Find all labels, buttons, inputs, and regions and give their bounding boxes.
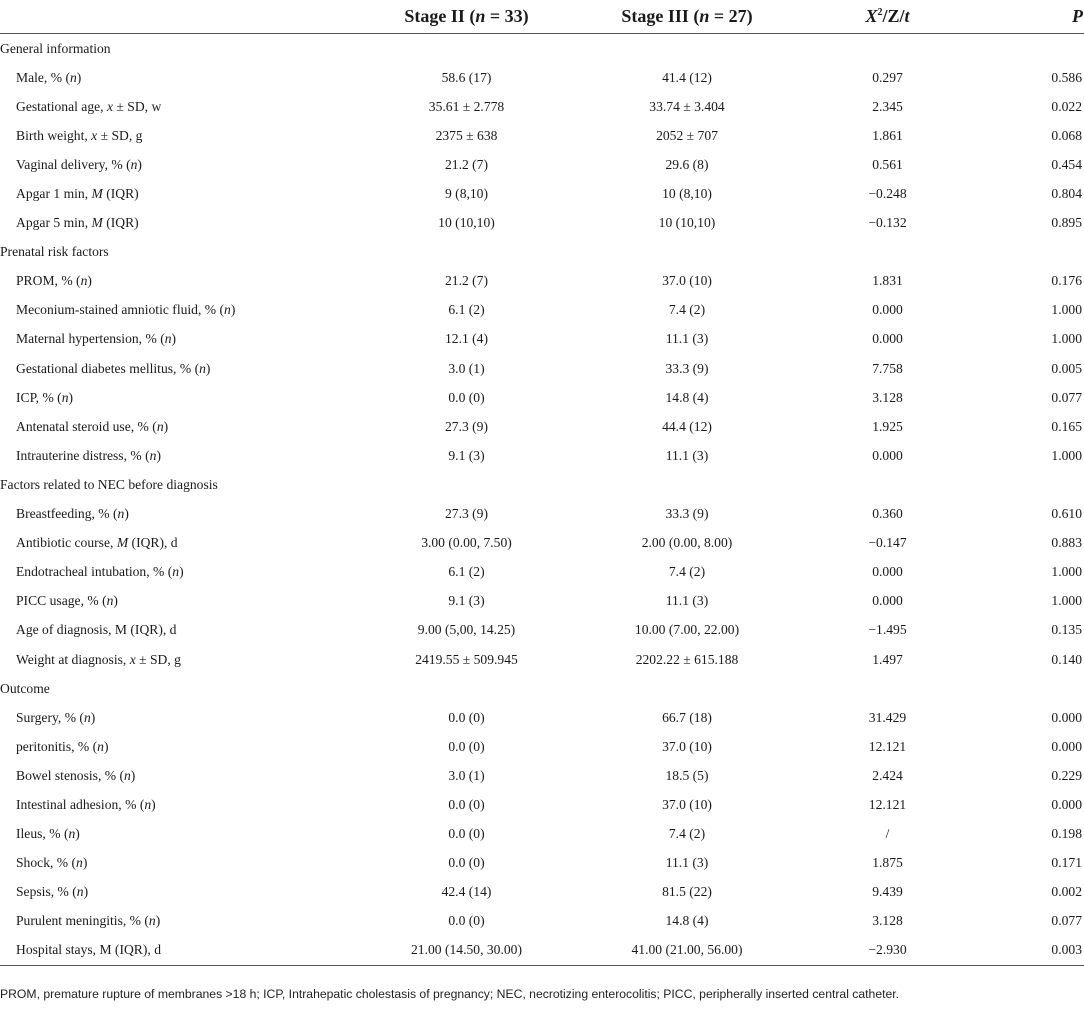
row-label bbox=[0, 354, 370, 383]
p-value: 0.610 bbox=[1051, 506, 1082, 522]
section-title: Prenatal risk factors bbox=[0, 244, 109, 260]
row-label-text: Ileus, % ( bbox=[16, 826, 69, 842]
stage-ii-value: 0.0 (0) bbox=[448, 389, 485, 405]
row-label bbox=[0, 529, 370, 558]
stage-iii-value: 7.4 (2) bbox=[668, 302, 706, 318]
stage-iii-value: 33.3 (9) bbox=[665, 506, 709, 522]
stage-ii-value: 6.1 (2) bbox=[448, 302, 485, 318]
row-label-var: n bbox=[130, 156, 138, 172]
row-label-var: n bbox=[69, 69, 77, 85]
stage-ii-value: 58.6 (17) bbox=[441, 69, 492, 85]
row-label-text: Maternal hypertension, % ( bbox=[16, 331, 165, 347]
row-label-suffix: ) bbox=[75, 826, 80, 842]
stage-iii-value: 44.4 (12) bbox=[662, 418, 712, 434]
row-label bbox=[0, 732, 370, 761]
row-label-text: Endotracheal intubation, % ( bbox=[16, 564, 173, 580]
row-label-text: ICP, % ( bbox=[16, 389, 62, 405]
section-row bbox=[0, 238, 1084, 267]
p-value: 0.005 bbox=[1051, 360, 1082, 376]
row-label-suffix: ) bbox=[155, 913, 161, 929]
stage-ii-value: 21.00 (14.50, 30.00) bbox=[370, 936, 563, 966]
header-p-label: P bbox=[1072, 6, 1083, 26]
stage-ii-value: 9.1 (3) bbox=[448, 447, 485, 463]
table-row bbox=[0, 616, 1084, 645]
table-row bbox=[0, 296, 1084, 325]
row-label-var: n bbox=[156, 418, 164, 434]
row-label-suffix: ) bbox=[82, 855, 88, 871]
statistic-value: 0.000 bbox=[872, 447, 903, 463]
statistic-value: −2.930 bbox=[811, 936, 964, 966]
header-stage-iii-suffix: = 27) bbox=[709, 6, 753, 26]
table-row bbox=[0, 878, 1084, 907]
row-label-suffix: ) bbox=[179, 564, 184, 580]
stage-iii-value: 2202.22 ± 615.188 bbox=[635, 651, 739, 667]
table-row bbox=[0, 645, 1084, 674]
row-label-var: M bbox=[116, 535, 129, 551]
row-label-var: n bbox=[172, 564, 180, 580]
section-title: General information bbox=[0, 40, 111, 56]
table-row bbox=[0, 703, 1084, 732]
row-label bbox=[0, 325, 370, 354]
row-label-var: n bbox=[76, 884, 84, 900]
row-label-var: n bbox=[68, 826, 76, 842]
stage-ii-value: 2375 ± 638 bbox=[435, 127, 498, 143]
row-label-text: Breastfeeding, % ( bbox=[16, 506, 118, 522]
row-label-suffix: ± SD, g bbox=[97, 127, 143, 143]
row-label bbox=[0, 412, 370, 441]
row-label-var: n bbox=[83, 709, 91, 725]
row-label bbox=[0, 790, 370, 819]
statistic-value: 0.000 bbox=[872, 302, 903, 318]
p-value: 0.022 bbox=[1051, 98, 1082, 114]
header-statistic bbox=[811, 0, 964, 34]
statistic-value: 9.439 bbox=[872, 884, 903, 900]
table-row bbox=[0, 412, 1084, 441]
section-title: Factors related to NEC before diagnosis bbox=[0, 476, 218, 492]
stage-ii-value: 0.0 (0) bbox=[448, 855, 485, 871]
stage-ii-value: 0.0 (0) bbox=[448, 709, 485, 725]
p-value: 0.198 bbox=[1051, 826, 1082, 842]
row-label-text: Intrauterine distress, % ( bbox=[16, 447, 150, 463]
p-value: 1.000 bbox=[1051, 447, 1082, 463]
p-value: 0.135 bbox=[1051, 622, 1082, 638]
row-label-text: Shock, % ( bbox=[16, 855, 77, 871]
p-value: 0.176 bbox=[1051, 273, 1082, 289]
stage-ii-value: 6.1 (2) bbox=[448, 564, 485, 580]
row-label-var: n bbox=[224, 302, 231, 318]
table-row bbox=[0, 92, 1084, 121]
table-row bbox=[0, 732, 1084, 761]
row-label bbox=[0, 761, 370, 790]
stage-iii-value: 37.0 (10) bbox=[662, 796, 712, 812]
stage-iii-value: 2.00 (0.00, 8.00) bbox=[641, 535, 733, 551]
row-label-var: n bbox=[148, 913, 156, 929]
statistic-value: −0.132 bbox=[868, 215, 907, 231]
row-label bbox=[0, 907, 370, 936]
row-label-suffix: ) bbox=[90, 709, 96, 725]
stage-iii-value: 10 (10,10) bbox=[658, 215, 716, 231]
header-statistic-mid: /Z/ bbox=[882, 6, 905, 26]
stage-ii-value: 9.1 (3) bbox=[448, 593, 485, 609]
row-label-var: n bbox=[149, 447, 157, 463]
table-row bbox=[0, 150, 1084, 179]
header-stage-iii-var: n bbox=[699, 6, 710, 26]
statistic-value: / bbox=[885, 826, 890, 842]
row-label-text: Antibiotic course, bbox=[16, 535, 117, 551]
row-label-suffix: ) bbox=[156, 447, 161, 463]
table-row bbox=[0, 325, 1084, 354]
stage-ii-value: 27.3 (9) bbox=[444, 506, 489, 522]
table-row bbox=[0, 179, 1084, 208]
statistic-value: −0.248 bbox=[868, 186, 907, 202]
statistic-value: 0.000 bbox=[872, 564, 903, 580]
row-label bbox=[0, 150, 370, 179]
table-footnote: PROM, premature rupture of membranes >18 h; ICP, Intrahepatic cholestasis of pregnancy; NEC, necrotizing enterocolitis; PICC, peripherally inserted central catheter. bbox=[0, 987, 900, 1001]
row-label-var: M bbox=[91, 215, 103, 231]
table-row bbox=[0, 500, 1084, 529]
statistic-value: 1.861 bbox=[872, 127, 903, 143]
row-label bbox=[0, 121, 370, 150]
table-body bbox=[0, 34, 1084, 966]
p-value: 0.171 bbox=[1051, 855, 1082, 871]
row-label bbox=[0, 878, 370, 907]
row-label-var: x bbox=[91, 127, 98, 143]
row-label-text: Bowel stenosis, % ( bbox=[16, 767, 124, 783]
row-label-suffix: ) bbox=[76, 69, 82, 85]
row-label-var: n bbox=[124, 767, 131, 783]
row-label-text: PICC usage, % ( bbox=[16, 593, 107, 609]
row-label-suffix: (IQR) bbox=[102, 215, 139, 231]
statistic-value: 3.128 bbox=[872, 389, 903, 405]
row-label-text: Weight at diagnosis, bbox=[16, 651, 130, 667]
stage-iii-value: 7.4 (2) bbox=[668, 826, 706, 842]
table-row bbox=[0, 63, 1084, 92]
table-row bbox=[0, 587, 1084, 616]
header-stage-ii-var: n bbox=[475, 6, 486, 26]
stage-ii-value: 21.2 (7) bbox=[444, 273, 489, 289]
stage-ii-value: 0.0 (0) bbox=[448, 796, 485, 812]
p-value: 0.077 bbox=[1051, 913, 1082, 929]
row-label-suffix: ) bbox=[68, 389, 74, 405]
table-row bbox=[0, 936, 1084, 966]
stage-ii-value: 35.61 ± 2.778 bbox=[428, 98, 505, 114]
row-label-text: Surgery, % ( bbox=[16, 709, 84, 725]
row-label-text: Sepsis, % ( bbox=[16, 884, 77, 900]
stage-iii-value: 11.1 (3) bbox=[665, 855, 709, 871]
row-label-var: n bbox=[76, 855, 83, 871]
row-label bbox=[0, 849, 370, 878]
row-label bbox=[0, 587, 370, 616]
row-label-var: n bbox=[199, 360, 206, 376]
stage-iii-value: 18.5 (5) bbox=[665, 767, 709, 783]
row-label bbox=[0, 645, 370, 674]
row-label bbox=[0, 179, 370, 208]
table-row bbox=[0, 529, 1084, 558]
table-row bbox=[0, 121, 1084, 150]
p-value: 0.068 bbox=[1051, 127, 1082, 143]
header-statistic-sup: 2 bbox=[877, 7, 883, 18]
row-label bbox=[0, 616, 370, 645]
row-label-var: x bbox=[129, 651, 136, 667]
stage-ii-value: 0.0 (0) bbox=[448, 913, 485, 929]
table-row bbox=[0, 209, 1084, 238]
stage-ii-value: 42.4 (14) bbox=[441, 884, 492, 900]
row-label bbox=[0, 703, 370, 732]
stage-iii-value: 37.0 (10) bbox=[662, 273, 712, 289]
row-label-text: Antenatal steroid use, % ( bbox=[16, 418, 157, 434]
row-label bbox=[0, 63, 370, 92]
section-title: Outcome bbox=[0, 680, 50, 696]
stage-iii-value: 2052 ± 707 bbox=[656, 127, 718, 143]
row-label bbox=[0, 558, 370, 587]
row-label-text: Meconium-stained amniotic fluid, % ( bbox=[16, 302, 225, 318]
row-label-text: Apgar 5 min, bbox=[16, 215, 92, 231]
row-label bbox=[0, 500, 370, 529]
row-label-text: Purulent meningitis, % ( bbox=[16, 913, 149, 929]
section-row bbox=[0, 674, 1084, 703]
p-value: 0.804 bbox=[1051, 186, 1082, 202]
statistic-value: 2.424 bbox=[872, 767, 903, 783]
p-value: 0.229 bbox=[1051, 767, 1082, 783]
stage-iii-value: 14.8 (4) bbox=[665, 389, 709, 405]
p-value: 0.002 bbox=[1051, 884, 1082, 900]
row-label-text: Apgar 1 min, bbox=[16, 186, 92, 202]
row-label-suffix: ± SD, g bbox=[135, 651, 181, 667]
stage-ii-value: 2419.55 ± 509.945 bbox=[415, 651, 518, 667]
row-label-suffix: ) bbox=[205, 360, 211, 376]
stage-ii-value: 0.0 (0) bbox=[448, 738, 485, 754]
row-label-suffix: ) bbox=[130, 767, 136, 783]
row-label bbox=[0, 296, 370, 325]
stage-iii-value: 11.1 (3) bbox=[665, 447, 709, 463]
stage-iii-value: 11.1 (3) bbox=[665, 593, 709, 609]
section-row bbox=[0, 470, 1084, 499]
row-label-text: Age of diagnosis, M (IQR), d bbox=[16, 622, 177, 638]
p-value: 0.883 bbox=[1051, 535, 1082, 551]
header-stage-iii bbox=[563, 0, 811, 34]
p-value: 1.000 bbox=[1051, 564, 1082, 580]
stage-ii-value: 27.3 (9) bbox=[444, 418, 489, 434]
p-value: 0.003 bbox=[964, 936, 1084, 966]
table-row bbox=[0, 849, 1084, 878]
statistic-value: 12.121 bbox=[868, 738, 907, 754]
statistic-value: 1.497 bbox=[872, 651, 903, 667]
p-value: 0.895 bbox=[1051, 215, 1082, 231]
statistic-value: 1.925 bbox=[872, 418, 903, 434]
row-label bbox=[0, 92, 370, 121]
p-value: 0.454 bbox=[1051, 156, 1082, 172]
statistic-value: 1.831 bbox=[872, 273, 903, 289]
header-p-value bbox=[964, 0, 1084, 34]
row-label-text: Male, % ( bbox=[16, 69, 70, 85]
row-label-suffix: ) bbox=[151, 796, 156, 812]
section-row bbox=[0, 34, 1084, 64]
row-label-suffix: (IQR), d bbox=[128, 535, 178, 551]
table-row bbox=[0, 558, 1084, 587]
row-label bbox=[0, 441, 370, 470]
stage-ii-value: 3.00 (0.00, 7.50) bbox=[421, 535, 512, 551]
row-label-text: peritonitis, % ( bbox=[16, 738, 98, 754]
row-label-suffix: (IQR) bbox=[102, 186, 139, 202]
stage-ii-value: 3.0 (1) bbox=[448, 360, 485, 376]
table-row bbox=[0, 383, 1084, 412]
row-label bbox=[0, 936, 370, 966]
stage-iii-value: 11.1 (3) bbox=[665, 331, 709, 347]
row-label-suffix: ) bbox=[103, 738, 109, 754]
row-label-suffix: ) bbox=[171, 331, 177, 347]
header-statistic-x: X bbox=[865, 6, 878, 26]
table-row bbox=[0, 354, 1084, 383]
stage-ii-value: 9 (8,10) bbox=[444, 186, 489, 202]
stage-ii-value: 9.00 (5,00, 14.25) bbox=[417, 622, 516, 638]
row-label-suffix: ) bbox=[83, 884, 89, 900]
stage-ii-value: 21.2 (7) bbox=[444, 156, 489, 172]
stage-ii-value: 12.1 (4) bbox=[444, 331, 489, 347]
row-label bbox=[0, 383, 370, 412]
p-value: 0.586 bbox=[1051, 69, 1082, 85]
table-row bbox=[0, 441, 1084, 470]
row-label-text: Hospital stays, M (IQR), d bbox=[16, 942, 161, 958]
header-stage-ii bbox=[370, 0, 563, 34]
table-row bbox=[0, 267, 1084, 296]
row-label-suffix: ) bbox=[87, 273, 92, 289]
p-value: 0.000 bbox=[1051, 796, 1082, 812]
statistic-value: 31.429 bbox=[868, 709, 907, 725]
row-label-var: n bbox=[61, 389, 69, 405]
stage-ii-value: 3.0 (1) bbox=[448, 767, 485, 783]
table-header bbox=[0, 0, 1084, 34]
statistic-value: 0.360 bbox=[872, 506, 903, 522]
stage-iii-value: 10.00 (7.00, 22.00) bbox=[634, 622, 740, 638]
statistic-value: 1.875 bbox=[872, 855, 903, 871]
row-label-text: Birth weight, bbox=[16, 127, 92, 143]
statistic-value: 7.758 bbox=[872, 360, 903, 376]
row-label-var: M bbox=[91, 186, 103, 202]
stage-iii-value: 7.4 (2) bbox=[668, 564, 706, 580]
stage-iii-value: 66.7 (18) bbox=[662, 709, 712, 725]
table-row bbox=[0, 761, 1084, 790]
row-label-suffix: ) bbox=[113, 593, 118, 609]
stage-iii-value: 10 (8,10) bbox=[662, 186, 712, 202]
stage-iii-value: 81.5 (22) bbox=[662, 884, 712, 900]
stage-iii-value: 41.4 (12) bbox=[662, 69, 712, 85]
header-statistic-t: t bbox=[904, 6, 910, 26]
stage-ii-value: 0.0 (0) bbox=[448, 826, 485, 842]
header-stage-ii-suffix: = 33) bbox=[485, 6, 529, 26]
row-label-text: Vaginal delivery, % ( bbox=[16, 156, 131, 172]
header-label-column bbox=[0, 0, 370, 34]
p-value: 0.077 bbox=[1051, 389, 1082, 405]
table-row bbox=[0, 820, 1084, 849]
row-label-var: n bbox=[164, 331, 172, 347]
p-value: 1.000 bbox=[1051, 302, 1082, 318]
statistic-value: 0.000 bbox=[872, 331, 903, 347]
header-stage-iii-prefix: Stage III ( bbox=[621, 6, 700, 26]
row-label bbox=[0, 267, 370, 296]
p-value: 0.165 bbox=[1051, 418, 1082, 434]
row-label bbox=[0, 209, 370, 238]
row-label-text: Gestational diabetes mellitus, % ( bbox=[16, 360, 200, 376]
stage-iii-value: 14.8 (4) bbox=[665, 913, 709, 929]
row-label-var: n bbox=[80, 273, 88, 289]
stage-iii-value: 33.3 (9) bbox=[665, 360, 709, 376]
row-label-var: n bbox=[144, 796, 152, 812]
stage-iii-value: 29.6 (8) bbox=[665, 156, 709, 172]
p-value: 0.140 bbox=[1051, 651, 1082, 667]
row-label-suffix: ± SD, w bbox=[113, 98, 162, 114]
p-value: 1.000 bbox=[1051, 593, 1082, 609]
statistic-value: 0.000 bbox=[872, 593, 903, 609]
row-label-var: x bbox=[106, 98, 114, 114]
row-label-var: n bbox=[97, 738, 104, 754]
statistic-value: 0.297 bbox=[872, 69, 903, 85]
statistic-value: 12.121 bbox=[868, 796, 907, 812]
stage-ii-value: 10 (10,10) bbox=[438, 215, 495, 231]
row-label-var: n bbox=[106, 593, 114, 609]
statistic-value: 2.345 bbox=[872, 98, 903, 114]
statistic-value: −0.147 bbox=[868, 535, 907, 551]
row-label-suffix: ) bbox=[230, 302, 236, 318]
row-label-suffix: ) bbox=[137, 156, 142, 172]
table-row bbox=[0, 907, 1084, 936]
row-label bbox=[0, 820, 370, 849]
p-value: 1.000 bbox=[1051, 331, 1082, 347]
header-stage-ii-prefix: Stage II ( bbox=[404, 6, 476, 26]
statistic-value: −1.495 bbox=[868, 622, 907, 638]
table-row bbox=[0, 790, 1084, 819]
row-label-text: Intestinal adhesion, % ( bbox=[16, 796, 145, 812]
row-label-text: PROM, % ( bbox=[16, 273, 81, 289]
stage-iii-value: 41.00 (21.00, 56.00) bbox=[563, 936, 811, 966]
stage-iii-value: 37.0 (10) bbox=[662, 738, 712, 754]
row-label-text: Gestational age, bbox=[16, 98, 107, 114]
header-row bbox=[0, 0, 1084, 34]
p-value: 0.000 bbox=[1051, 709, 1082, 725]
p-value: 0.000 bbox=[1051, 738, 1082, 754]
statistic-value: 0.561 bbox=[872, 156, 903, 172]
row-label-var: n bbox=[117, 506, 125, 522]
row-label-suffix: ) bbox=[163, 418, 169, 434]
statistic-value: 3.128 bbox=[872, 913, 903, 929]
stage-iii-value: 33.74 ± 3.404 bbox=[649, 98, 725, 114]
row-label-suffix: ) bbox=[124, 506, 129, 522]
